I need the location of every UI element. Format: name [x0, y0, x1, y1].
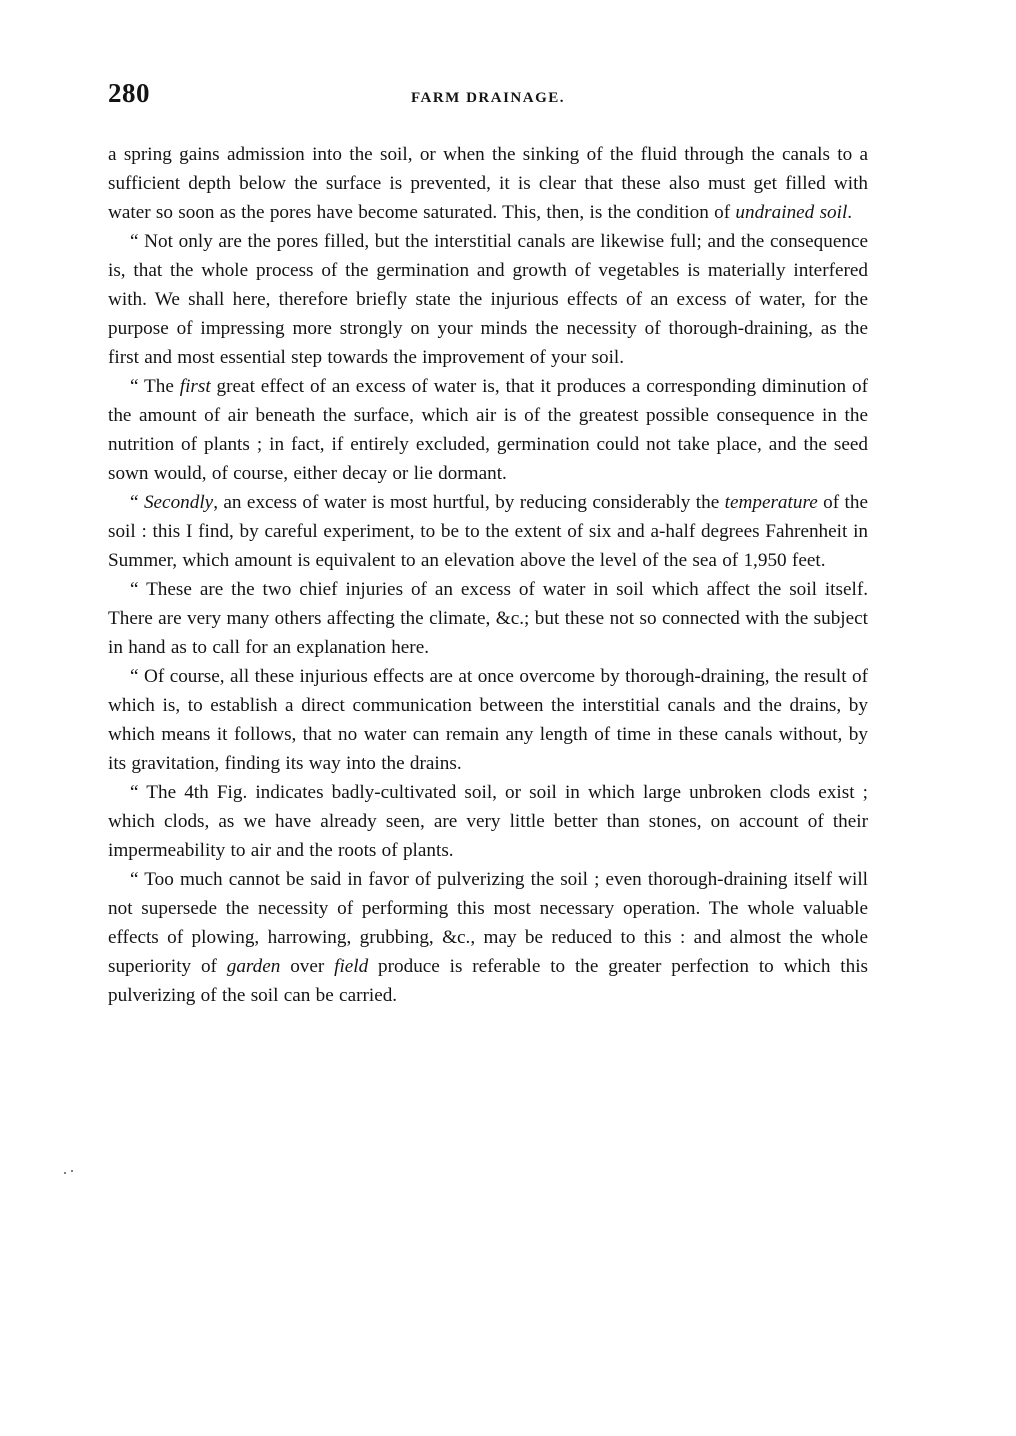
running-title: FARM DRAINAGE.	[410, 90, 566, 106]
body-text	[108, 140, 868, 1010]
paragraph	[108, 140, 868, 227]
paragraph	[108, 865, 868, 1010]
text-run: a spring gains admission into the soil, or when the sinking of the fluid through the canals to a sufficient depth below the surface is prevented, it is clear that these also must get filled with water so soon as the pores have become saturated. This, then, is the condition of	[108, 144, 868, 223]
text-run: over	[280, 956, 335, 977]
italic-text: first	[179, 376, 211, 397]
paragraph	[108, 227, 868, 372]
text-run: “ Not only are the pores filled, but the interstitial canals are likewise full; and the consequence is, that the whole process of the germination and growth of vegetables is materially interfered with. We shall here, therefore briefly state the injurious effects of an excess of water, for the purpose of impressing more strongly on your minds the necessity of thorough-draining, as the first and most essential step towards the improvement of your soil.	[108, 231, 868, 368]
text-run: great effect of an excess of water is, that it produces a corresponding diminution of the amount of air beneath the surface, which air is of the greatest possible consequence in the nutrition of plants ; in fact, if entirely excluded, germination could not take place, and the seed sown would, of course, either decay or lie dormant.	[108, 376, 868, 484]
italic-text: field	[334, 956, 369, 977]
stray-mark	[64, 1172, 66, 1174]
book-page	[108, 78, 868, 1010]
italic-text: undrained soil	[735, 202, 848, 223]
paragraph	[108, 575, 868, 662]
paragraph	[108, 488, 868, 575]
text-run: “ Too much cannot be said in favor of pulverizing the soil ; even thorough-draining itself will not supersede the necessity of performing this most necessary operation. The whole valuable effects of plowing, harrowing, grubbing, &c., may be reduced to this : and almost the whole superiority of	[108, 869, 868, 977]
text-run: “	[130, 492, 144, 513]
italic-text: temperature	[724, 492, 818, 513]
text-run: “ Of course, all these injurious effects are at once overcome by thorough-draining, the result of which is, to establish a direct communication between the interstitial canals and the drains, by which means it follows, that no water can remain any length of time in these canals without, by its gravitation, finding its way into the drains.	[108, 666, 868, 774]
text-run: produce is referable to the greater perfection to which this pulverizing of the soil can be carried.	[108, 956, 868, 1006]
italic-text: garden	[226, 956, 281, 977]
page-number: 280	[108, 78, 150, 108]
stray-mark	[71, 1170, 73, 1172]
page-header	[108, 78, 868, 118]
text-run: “ The 4th Fig. indicates badly-cultivated soil, or soil in which large unbroken clods exist ; which clods, as we have already seen, are very little better than stones, on account of their impermeability to air and the roots of plants.	[108, 782, 868, 861]
paragraph	[108, 778, 868, 865]
text-run: .	[847, 202, 853, 223]
text-run: of the soil : this I find, by careful experiment, to be to the extent of six and a-half degrees Fahrenheit in Summer, which amount is equivalent to an elevation above the level of the sea of 1,950 feet.	[108, 492, 868, 571]
text-run: , an excess of water is most hurtful, by reducing considerably the	[213, 492, 725, 513]
italic-text: Secondly	[143, 492, 214, 513]
paragraph	[108, 662, 868, 778]
text-run: “ These are the two chief injuries of an excess of water in soil which affect the soil itself. There are very many others affecting the climate, &c.; but these not so connected with the subject in hand as to call for an explanation here.	[108, 579, 868, 658]
text-run: “ The	[130, 376, 180, 397]
paragraph	[108, 372, 868, 488]
